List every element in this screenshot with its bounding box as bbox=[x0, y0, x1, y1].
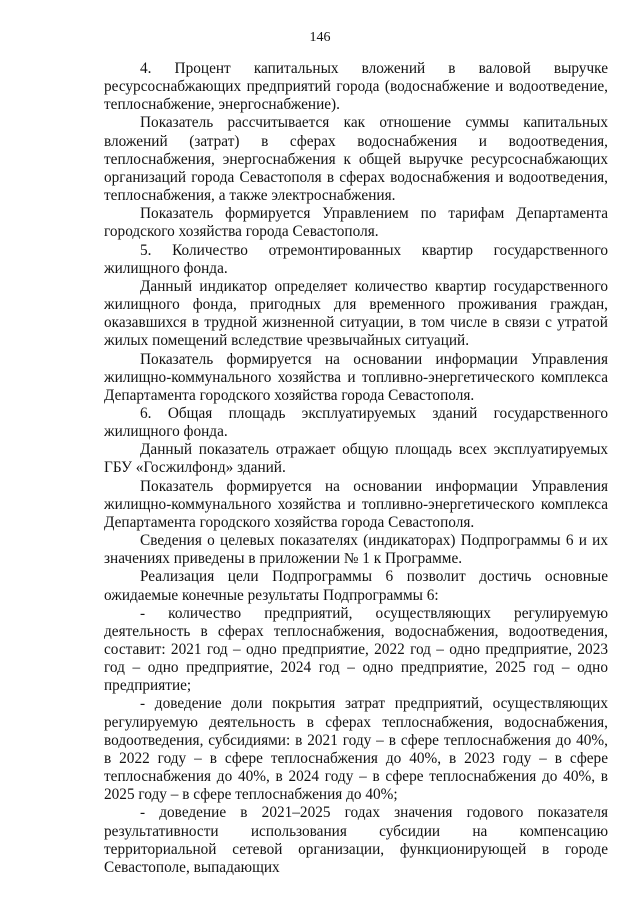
paragraph-indicator-6-definition: Данный показатель отражает общую площадь всех эксплуатируемых ГБУ «Госжилфонд» зданий. bbox=[104, 441, 608, 477]
paragraph-indicator-6: 6. Общая площадь эксплуатируемых зданий государственного жилищного фонда. bbox=[104, 404, 608, 441]
list-item-enterprises-count: - количество предприятий, осуществляющих регулируемую деятельность в сферах теплоснабжения, водоснабжения, водоотведения, составит: 2021 год – одно предприятие, 2022 год – одно предприятие, 2023 год – одно предприятие, 2024 год – одно предприятие, 2025 год – одно предприятие; bbox=[104, 604, 608, 695]
paragraph-appendix-reference: Сведения о целевых показателях (индикаторах) Подпрограммы 6 и их значениях приведены в приложении № 1 к Программе. bbox=[104, 532, 608, 568]
paragraph-indicator-5-source: Показатель формируется на основании информации Управления жилищно-коммунального хозяйства и топливно-энергетического комплекса Департамента городского хозяйства города Севастополя. bbox=[104, 350, 608, 404]
paragraph-indicator-5-definition: Данный индикатор определяет количество квартир государственного жилищного фонда, пригодных для временного проживания граждан, оказавшихся в трудной жизненной ситуации, в том числе в связи с утратой жилых помещений вследствие чрезвычайных ситуаций. bbox=[104, 277, 608, 350]
paragraph-indicator-5: 5. Количество отремонтированных квартир государственного жилищного фонда. bbox=[104, 241, 608, 277]
page-number: 146 bbox=[309, 30, 331, 45]
paragraph-indicator-4-calculation: Показатель рассчитывается как отношение суммы капитальных вложений (затрат) в сферах водоснабжения и водоотведения, теплоснабжения, энергоснабжения к общей выручке ресурсоснабжающих организаций города Севастополя в сферах водоснабжения и водоотведения, теплоснабжения, а также электроснабжения. bbox=[104, 114, 608, 205]
document-body bbox=[104, 60, 608, 877]
paragraph-indicator-6-source: Показатель формируется на основании информации Управления жилищно-коммунального хозяйства и топливно-энергетического комплекса Департамента городского хозяйства города Севастополя. bbox=[104, 477, 608, 531]
paragraph-indicator-4: 4. Процент капитальных вложений в валовой выручке ресурсоснабжающих предприятий города (водоснабжение и водоотведение, теплоснабжение, энергоснабжение). bbox=[104, 60, 608, 114]
paragraph-expected-results-intro: Реализация цели Подпрограммы 6 позволит достичь основные ожидаемые конечные результаты Подпрограммы 6: bbox=[104, 568, 608, 604]
paragraph-indicator-4-source: Показатель формируется Управлением по тарифам Департамента городского хозяйства города Севастополя. bbox=[104, 205, 608, 241]
list-item-cost-coverage: - доведение доли покрытия затрат предприятий, осуществляющих регулируемую деятельность в сферах теплоснабжения, водоснабжения, водоотведения, субсидиями: в 2021 году – в сфере теплоснабжения до 40%, в 2022 году – в сфере теплоснабжения до 40%, в 2023 году – в сфере теплоснабжения до 40%, в 2024 году – в сфере теплоснабжения до 40%, в 2025 году – в сфере теплоснабжения до 40%; bbox=[104, 695, 608, 804]
list-item-subsidy-effectiveness: - доведение в 2021–2025 годах значения годового показателя результативности использования субсидии на компенсацию территориальной сетевой организации, функционирующей в городе Севастополе, выпадающих bbox=[104, 804, 608, 876]
